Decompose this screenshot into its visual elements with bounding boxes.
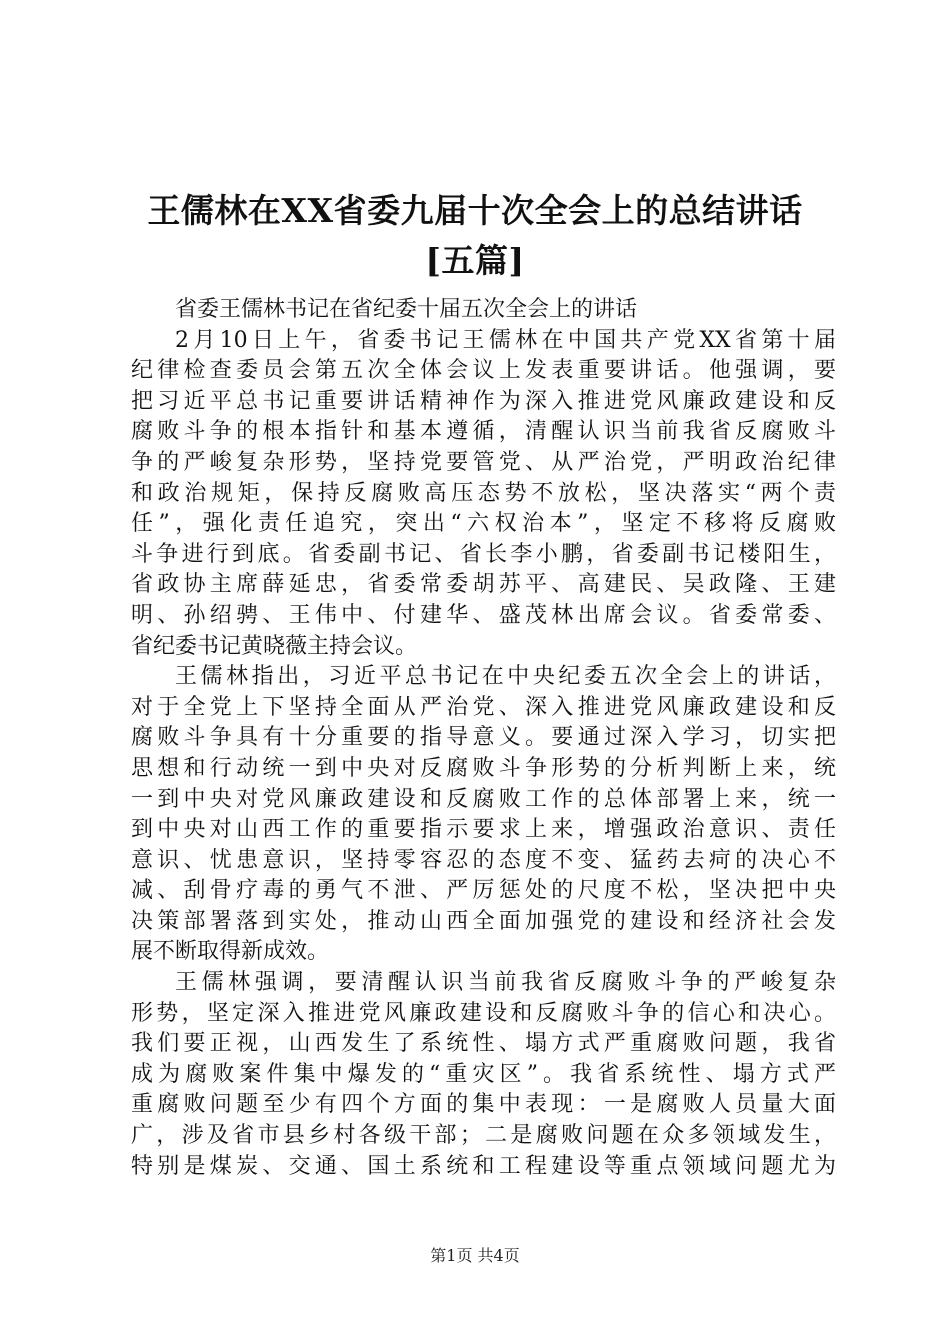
speech-subtitle: 省委王儒林书记在省纪委十届五次全会上的讲话 bbox=[175, 297, 638, 322]
body-line: 任”，强化责任追究，突出“六权治本”，坚定不移将反腐败 bbox=[131, 511, 836, 537]
body-line: 展不断取得新成效。 bbox=[131, 939, 330, 965]
body-line: 决策部署落到实处，推动山西全面加强党的建设和经济社会发 bbox=[131, 908, 836, 934]
body-line: 王儒林指出，习近平总书记在中央纪委五次全会上的讲话， bbox=[175, 664, 836, 690]
body-line: 王儒林强调，要清醒认识当前我省反腐败斗争的严峻复杂 bbox=[175, 970, 836, 996]
body-line: 把习近平总书记重要讲话精神作为深入推进党风廉政建设和反 bbox=[131, 388, 836, 414]
body-line: 我们要正视，山西发生了系统性、塌方式严重腐败问题，我省 bbox=[131, 1031, 836, 1057]
body-line: 争的严峻复杂形势，坚持党要管党、从严治党，严明政治纪律 bbox=[131, 449, 836, 475]
body-line: 成为腐败案件集中爆发的“重灾区”。我省系统性、塌方式严 bbox=[131, 1061, 836, 1087]
body-line: 省纪委书记黄晓薇主持会议。 bbox=[131, 633, 418, 659]
body-line: 一到中央对党风廉政建设和反腐败工作的总体部署上来，统一 bbox=[131, 786, 836, 812]
title-line-1: 王儒林在XX省委九届十次全会上的总结讲话 bbox=[147, 191, 803, 230]
body-line: 对于全党上下坚持全面从严治党、深入推进党风廉政建设和反 bbox=[131, 694, 836, 720]
body-line: 腐败斗争具有十分重要的指导意义。要通过深入学习，切实把 bbox=[131, 725, 836, 751]
body-line: 意识、忧患意识，坚持零容忍的态度不变、猛药去疴的决心不 bbox=[131, 847, 836, 873]
body-line: 2月10日上午，省委书记王儒林在中国共产党XX省第十届 bbox=[175, 327, 836, 353]
body-line: 明、孙绍骋、王伟中、付建华、盛茂林出席会议。省委常委、 bbox=[131, 602, 836, 628]
body-line: 斗争进行到底。省委副书记、省长李小鹏，省委副书记楼阳生， bbox=[131, 541, 836, 567]
page-footer: 第1页 共4页 bbox=[430, 1246, 520, 1265]
body-line: 省政协主席薛延忠，省委常委胡苏平、高建民、吴政隆、王建 bbox=[131, 572, 836, 598]
body-line: 腐败斗争的根本指针和基本遵循，清醒认识当前我省反腐败斗 bbox=[131, 419, 836, 445]
document-body bbox=[131, 295, 836, 1182]
body-line: 思想和行动统一到中央对反腐败斗争形势的分析判断上来，统 bbox=[131, 755, 836, 781]
title-line-2: [五篇] bbox=[425, 241, 525, 280]
body-line: 到中央对山西工作的重要指示要求上来，增强政治意识、责任 bbox=[131, 817, 836, 843]
body-line: 减、刮骨疗毒的勇气不泄、严厉惩处的尺度不松，坚决把中央 bbox=[131, 878, 836, 904]
body-line: 形势，坚定深入推进党风廉政建设和反腐败斗争的信心和决心。 bbox=[131, 1000, 836, 1026]
body-line: 和政治规矩，保持反腐败高压态势不放松，坚决落实“两个责 bbox=[131, 480, 836, 506]
body-line: 特别是煤炭、交通、国土系统和工程建设等重点领域问题尤为 bbox=[131, 1153, 836, 1179]
body-line: 广，涉及省市县乡村各级干部；二是腐败问题在众多领域发生， bbox=[131, 1123, 836, 1149]
document-title bbox=[100, 186, 850, 286]
body-line: 纪律检查委员会第五次全体会议上发表重要讲话。他强调，要 bbox=[131, 358, 836, 384]
body-line: 重腐败问题至少有四个方面的集中表现：一是腐败人员量大面 bbox=[131, 1092, 836, 1118]
